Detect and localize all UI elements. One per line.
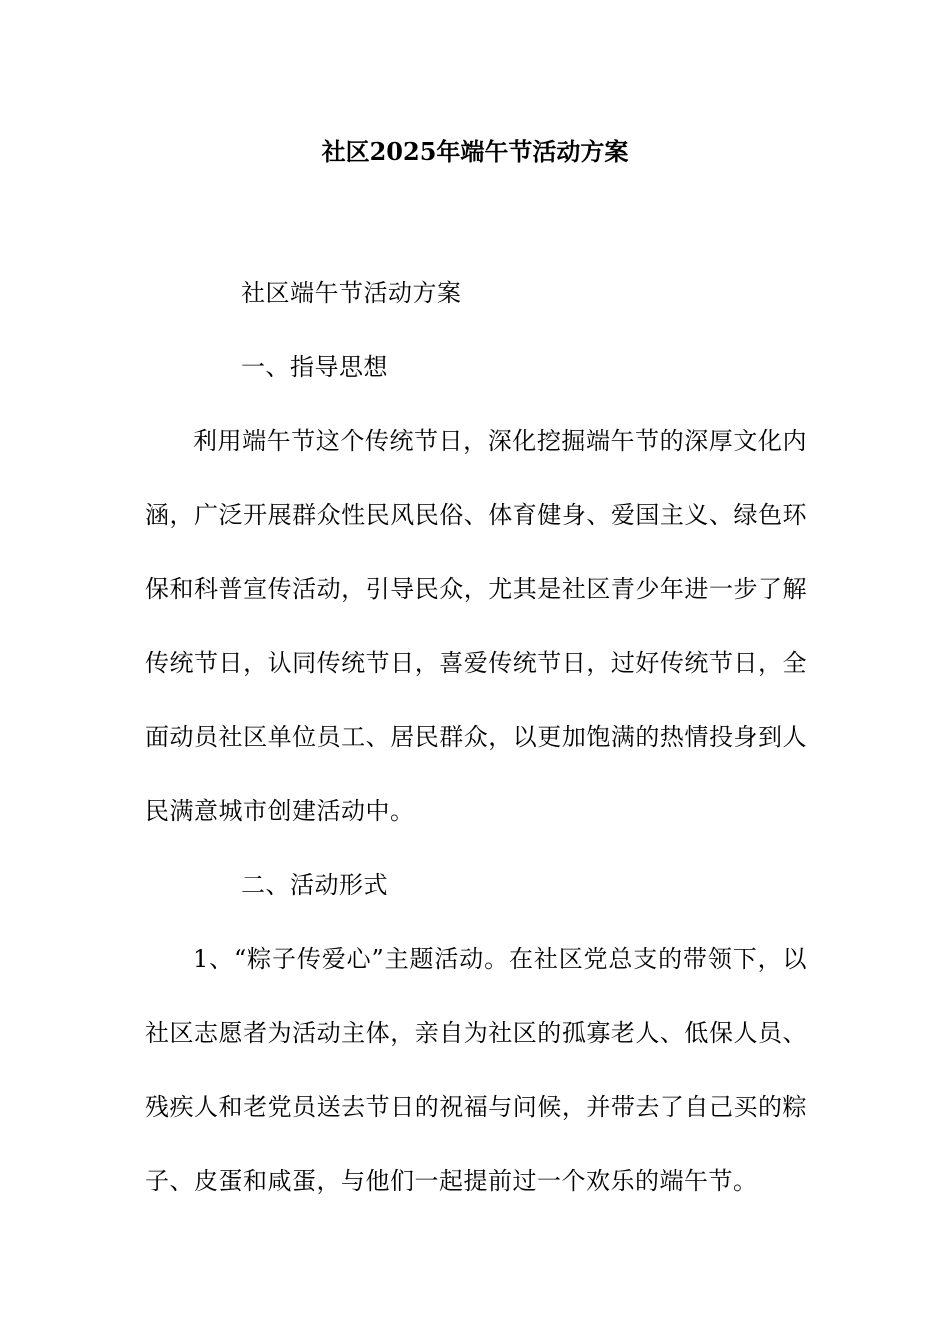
document-body [145, 256, 807, 1218]
subtitle-paragraph: 社区端午节活动方案 [241, 279, 462, 307]
document-title: 社区2025年端午节活动方案 [321, 137, 629, 166]
body-paragraph-activity-1: 1、“粽子传爱心”主题活动。在社区党总支的带领下，以社区志愿者为活动主体，亲自为社区的孤寡老人、低保人员、残疾人和老党员送去节日的祝福与问候，并带去了自己买的粽子、皮蛋和咸蛋，与他们一起提前过一个欢乐的端午节。 [145, 945, 807, 1195]
section-heading-guiding-ideology: 一、指导思想 [241, 353, 388, 381]
section-heading-activity-forms: 二、活动形式 [241, 871, 388, 899]
body-paragraph-guiding-ideology: 利用端午节这个传统节日，深化挖掘端午节的深厚文化内涵，广泛开展群众性民风民俗、体育健身、爱国主义、绿色环保和科普宣传活动，引导民众，尤其是社区青少年进一步了解传统节日，认同传统节日，喜爱传统节日，过好传统节日，全面动员社区单位员工、居民群众，以更加饱满的热情投身到人民满意城市创建活动中。 [145, 427, 807, 825]
